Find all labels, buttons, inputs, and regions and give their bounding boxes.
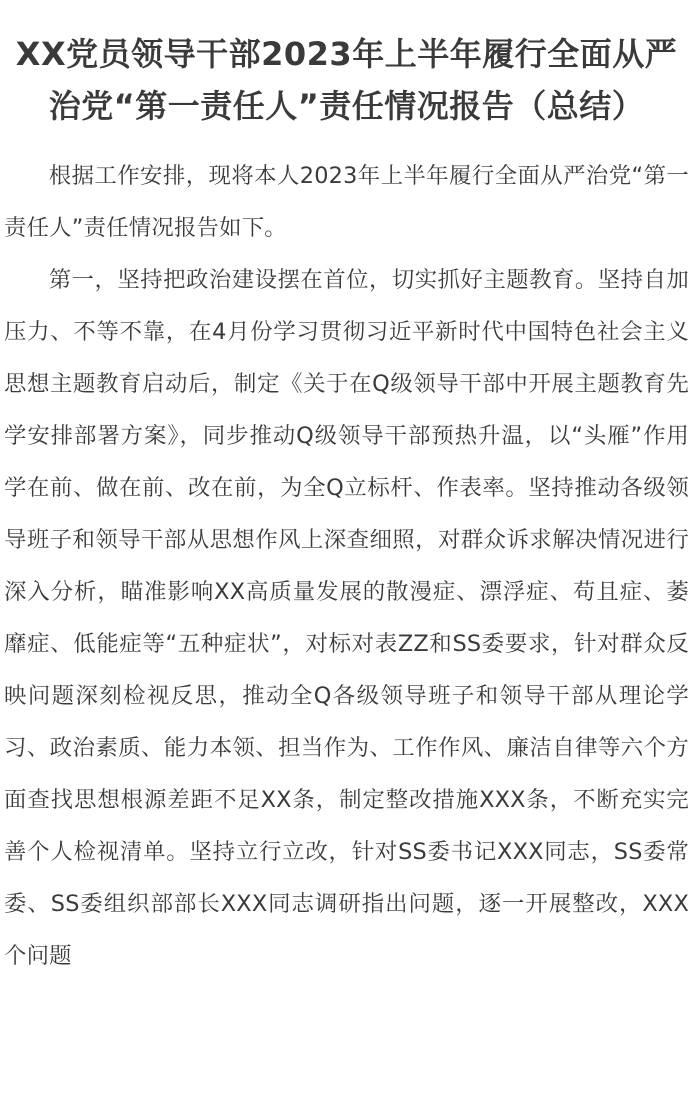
document-title: XX党员领导干部2023年上半年履行全面从严治党“第一责任人”责任情况报告（总结） (15, 35, 678, 125)
document-body (0, 132, 693, 982)
paragraph-intro: 根据工作安排，现将本人2023年上半年履行全面从严治党“第一责任人”责任情况报告如下。 (4, 163, 689, 241)
paragraph-first-point: 第一，坚持把政治建设摆在首位，切实抓好主题教育。坚持自加压力、不等不靠，在4月份学习贯彻习近平新时代中国特色社会主义思想主题教育启动后，制定《关于在Q级领导干部中开展主题教育先学安排部署方案》，同步推动Q级领导干部预热升温，以“头雁”作用学在前、做在前、改在前，为全Q立标杆、作表率。坚持推动各级领导班子和领导干部从思想作风上深查细照，对群众诉求解决情况进行深入分析，瞄准影响XX高质量发展的散漫症、漂浮症、苟且症、萎靡症、低能症等“五种症状”，对标对表ZZ和SS委要求，针对群众反映问题深刻检视反思，推动全Q各级领导班子和领导干部从理论学习、政治素质、能力本领、担当作为、工作作风、廉洁自律等六个方面查找思想根源差距不足XX条，制定整改措施XXX条，不断充实完善个人检视清单。坚持立行立改，针对SS委书记XXX同志，SS委常委、SS委组织部部长XXX同志调研指出问题，逐一开展整改，XXX个问题 (4, 267, 689, 969)
